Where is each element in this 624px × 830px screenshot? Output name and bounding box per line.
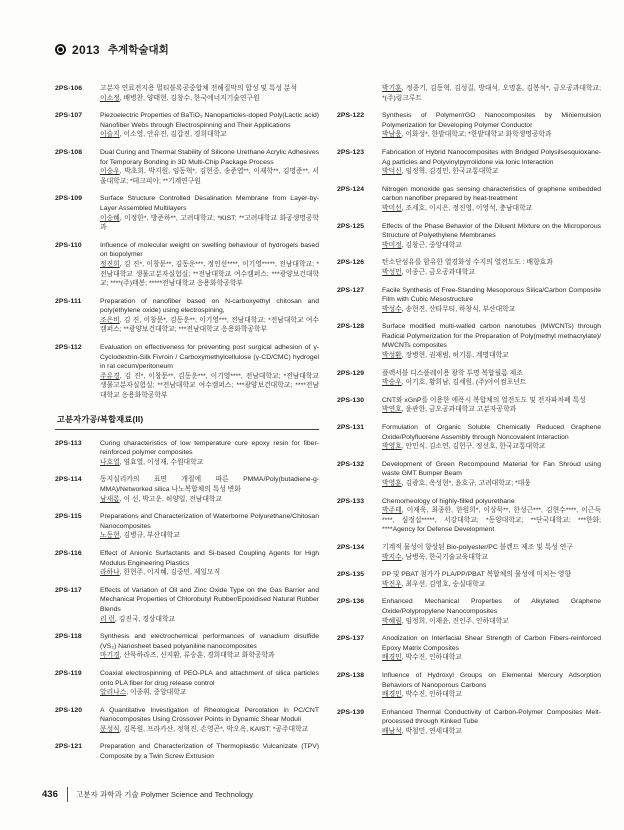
entry-title: Chemorheology of highly-filled polyurethane xyxy=(382,497,515,505)
abstract-entry xyxy=(337,148,601,177)
first-author: 배경민 xyxy=(382,691,402,699)
coauthors: , 박초희, 박지원, 임동혁*, 김현중, 송준엽**, 이재학**, 김명준**, 서울대학교; *테크피아; **기계연구원 xyxy=(100,168,319,185)
entry-code: 2PS-118 xyxy=(55,633,82,641)
entry-body xyxy=(100,512,319,541)
entry-title: Facile Synthesis of Free-Standing Mesoporous Silica/Carbon Composite Film with Cubic Mesostructure xyxy=(382,286,601,304)
entry-code: 2PS-115 xyxy=(55,513,82,521)
first-author: 박성민 xyxy=(382,268,402,276)
entry-code: 2PS-131 xyxy=(337,424,365,432)
abstract-entry xyxy=(55,194,319,232)
entry-title: Preparation of nanofiber based on N-carboxyethyl chitosan and poly(ethylene oxide) using electrospining, xyxy=(100,297,319,315)
coauthors: , 박수진, 인하대학교 xyxy=(401,654,462,662)
abstract-entry xyxy=(55,475,319,504)
entry-code: 2PS-119 xyxy=(55,669,82,677)
abstract-entry xyxy=(55,706,319,735)
first-author: 박성환 xyxy=(382,352,402,360)
entry-body xyxy=(100,241,319,289)
entry-code: 2PS-116 xyxy=(55,549,82,557)
entry-title: Fabrication of Hybrid Nanocomposites with Bridged Polysilsesquioxane-Ag particles and Polyvinylpyrrolidone via Ionic Interaction xyxy=(382,148,601,166)
entry-authors xyxy=(382,617,601,627)
coauthors: , 송현진, 산타무티, 하창식, 부산대학교 xyxy=(401,305,516,313)
first-author: 문성식 xyxy=(100,725,120,733)
abstract-entry xyxy=(55,439,319,468)
entry-title: Effects of Variation of Oil and Zinc Oxide Type on the Gas Barrier and Mechanical Properties of Chlorobutyl Rubber/Epoxidised Natural Rubber Blends xyxy=(100,586,319,613)
entry-title: Evaluation on effectiveness for preventing post surgical adhesion of γ-Cyclodextrin-Silk Fivroin / Carboxymethylcellulose (γ-CD/CMC) hydrogel in rat cecum/peritoneum xyxy=(100,344,319,371)
page-header xyxy=(55,42,169,57)
entry-authors xyxy=(382,268,601,278)
entry-code: 2PS-139 xyxy=(337,708,365,716)
entry-title: Surface Structure Controlled Desalination Membrane from Layer-by-Layer Assembled Multilayers xyxy=(100,195,319,212)
abstract-entry xyxy=(337,286,601,315)
abstract-entry xyxy=(55,669,319,698)
coauthors: , 윤관한, 금오공과대학교 고분자공학과 xyxy=(401,406,517,414)
first-author: 박영훈 xyxy=(382,480,402,487)
first-author: 주유경 xyxy=(100,372,120,380)
entry-authors xyxy=(100,531,319,541)
entry-body xyxy=(382,634,601,663)
entry-body xyxy=(100,297,319,335)
abstract-entry xyxy=(337,671,601,700)
coauthors: , 김병규, 부산대학교 xyxy=(119,532,180,540)
first-author: 조은비 xyxy=(100,316,120,324)
entry-authors xyxy=(382,580,601,590)
first-author: 노동현 xyxy=(100,532,120,540)
first-author: 박연호 xyxy=(382,406,402,414)
first-author: 이승우 xyxy=(100,168,120,176)
abstract-entry xyxy=(337,570,601,589)
coauthors: , 임정혁, 김경민, 한국교통대학교 xyxy=(401,168,499,176)
abstract-entry xyxy=(55,343,319,401)
entry-code: 2PS-120 xyxy=(55,706,83,714)
first-author: 정진희 xyxy=(100,260,120,268)
entry-body xyxy=(100,706,319,735)
entry-authors-continuation xyxy=(382,84,601,103)
entry-code: 2PS-126 xyxy=(337,259,365,267)
coauthors: , 김진국, 경상대학교 xyxy=(115,615,176,623)
coauthors: , 한현주, 이지혜, 김중민, 제일모직 xyxy=(119,569,221,577)
coauthors: , 이기호, 황희남, 김세원, (주)아이컴포넌트 xyxy=(401,379,527,387)
entry-title: 탄소단섬유를 함유한 열경화성 수지의 열전도도 : 배향효과 xyxy=(382,259,553,267)
entry-authors xyxy=(100,615,319,625)
entry-body xyxy=(100,742,319,761)
entry-authors xyxy=(100,214,319,233)
abstract-entry xyxy=(337,258,601,277)
abstract-entry xyxy=(337,396,601,415)
entry-authors xyxy=(382,653,601,663)
entry-code: 2PS-110 xyxy=(55,241,82,249)
first-author: 이승혜 xyxy=(100,214,120,222)
entry-body xyxy=(100,439,319,468)
entry-title: Piezoelectric Properties of BaTiO₃ Nanoparticles-doped Poly(Lactic acid) Nanofiber Webs through Electrospinning and Their Applications xyxy=(100,112,319,129)
entry-authors xyxy=(100,130,319,140)
coauthors: , 이 선, 박고운, 허양일, 전남대학교 xyxy=(119,495,223,503)
entry-title: PP 및 PBAT 첨가가 PLA/PP/PBAT 복합체의 물성에 미치는 영향 xyxy=(382,571,572,579)
first-author: 박지수 xyxy=(382,553,402,561)
coauthors: , 이정한*, 방준하**, 고려대학교; *KIST; **고려대학교 화공생명공학과 xyxy=(100,214,319,232)
entry-body xyxy=(100,475,319,504)
abstract-entry xyxy=(337,185,601,214)
entry-title: Nitrogen monoxide gas sensing characteristics of graphene embedded carbon nanofiber prepared by heat-treatment xyxy=(382,185,601,203)
entry-body xyxy=(382,570,601,589)
entry-title: Coaxial electrospinning of PEO-PLA and attachment of silica particles onto PLA fiber for drug release control xyxy=(100,669,319,687)
entry-authors xyxy=(382,553,601,563)
abstract-entry xyxy=(337,369,601,388)
entry-body xyxy=(382,258,601,277)
coauthors: , 안민식, 김소연, 김헌구, 정선호, 한국교통대학교 xyxy=(401,443,546,451)
conference-year: 2013 xyxy=(72,42,100,57)
coauthors: , 이종근, 금오공과대학교 xyxy=(401,268,475,276)
entry-authors xyxy=(100,372,319,401)
entry-authors xyxy=(382,727,601,737)
entry-authors xyxy=(382,479,601,489)
entry-code: 2PS-113 xyxy=(55,439,82,447)
first-author: 나호열 xyxy=(100,458,120,466)
abstract-entry xyxy=(55,241,319,289)
entry-body xyxy=(382,460,601,489)
coauthors: , 이소영, 안유진, 김갑진, 경희대학교 xyxy=(119,131,227,139)
abstract-entry xyxy=(337,497,601,535)
entry-authors xyxy=(382,442,601,452)
entry-body xyxy=(382,423,601,452)
first-author: 마기경 xyxy=(100,652,120,660)
entry-title: Effects of the Phase Behavior of the Diluent Mixture on the Microporous Structure of Polyethylene Membranes xyxy=(382,222,601,240)
entry-code: 2PS-128 xyxy=(337,323,365,331)
abstract-entry xyxy=(55,512,319,541)
coauthors: , 박철민, 연세대학교 xyxy=(401,727,462,735)
entry-authors xyxy=(100,495,319,505)
abstract-entry xyxy=(337,634,601,663)
abstract-entry xyxy=(55,549,319,578)
first-author: 이소정 xyxy=(100,94,120,102)
entry-title: Surface modified multi-walled carbon nanotubes (MWCNTs) through Radical Polymerization for the Preparation of Poly(methyl methacrylate)/ MWCNTs composites xyxy=(382,323,601,350)
entry-body xyxy=(382,222,601,251)
abstract-entry xyxy=(337,322,601,360)
abstract-entry xyxy=(337,708,601,737)
entry-authors xyxy=(382,167,601,177)
abstract-entry xyxy=(55,742,319,761)
page-footer xyxy=(42,787,253,802)
entry-code: 2PS-136 xyxy=(337,598,365,606)
entry-code: 2PS-123 xyxy=(337,148,365,156)
first-author: 알리나스 xyxy=(100,689,127,697)
first-author: 박덕신 xyxy=(382,168,402,176)
entry-authors xyxy=(100,568,319,578)
abstract-entry xyxy=(55,297,319,335)
abstract-entry xyxy=(337,222,601,251)
entry-title: 기계적 물성이 향상된 Bio-polyester/PC 블렌드 제조 및 특성 연구 xyxy=(382,543,573,551)
entry-authors xyxy=(100,94,319,104)
entry-authors xyxy=(100,651,319,661)
entry-authors xyxy=(100,167,319,186)
entry-title: 플렉서블 디스플레이용 광학 투명 복합필름 제조 xyxy=(382,369,523,377)
coauthors: , 배병찬, 양태현, 김창수, 한국에너지기술연구원 xyxy=(119,94,260,102)
conference-title: 추계학술대회 xyxy=(107,44,169,56)
first-author: 박미선 xyxy=(382,204,402,212)
entry-body xyxy=(382,671,601,700)
entry-body xyxy=(100,343,319,401)
entry-code: 2PS-130 xyxy=(337,396,365,404)
entry-body xyxy=(100,549,319,578)
entry-body xyxy=(100,148,319,186)
entry-code: 2PS-133 xyxy=(337,497,365,505)
entry-body xyxy=(382,708,601,737)
entry-body xyxy=(100,632,319,661)
entry-authors xyxy=(382,378,601,388)
entry-code: 2PS-117 xyxy=(55,586,82,594)
first-author: 리 런 xyxy=(100,615,116,623)
entry-code: 2PS-112 xyxy=(55,344,82,352)
entry-authors xyxy=(382,305,601,315)
coauthors: , 정종기, 김동혁, 김성길, 방대석, 오명훈, 김봉석*, 금오공과대학교; *(주)링크루트 xyxy=(382,85,601,102)
entry-code: 2PS-125 xyxy=(337,222,365,230)
coauthors: , 이재욱, 최종한, 한원희*, 이상묵**, 한성근***, 김현수****, 이근득****, 심정섭*****, 서강대학교; *동양대학교; **단국대학교; ***한화; ****Agency for Defense Development xyxy=(382,507,601,534)
coauthors: , 산묵하라즈, 신지환, 류승훈, 경희대학교 화학공학과 xyxy=(119,652,275,660)
entry-body xyxy=(100,111,319,140)
first-author: 박영호 xyxy=(382,443,402,451)
abstract-entry xyxy=(55,111,319,140)
abstract-entry xyxy=(337,597,601,626)
first-author: 이슬지 xyxy=(100,131,120,139)
entry-body xyxy=(382,148,601,177)
entry-title: A Quantitative Investigation of Rheological Percolation in PC/CNT Nanocomposites Using Crossover Points in Dynamic Shear Moduli xyxy=(100,706,319,724)
entry-code: 2PS-124 xyxy=(337,185,365,193)
entry-title: Enhanced Mechanical Properties of Alkylated Graphene Oxide/Polypropylene Nanocomposites xyxy=(382,598,601,615)
coauthors: , 김광호, 옥성현*, 윤호규, 고려대학교; *대웅 xyxy=(401,480,531,487)
coauthors: , 김목원, 프라카산, 정혁진, 손영곤*, 박오옥, KAIST; *공주대학교 xyxy=(119,725,309,733)
entry-title: 고분자 연료전지용 멀티블록공중합체 전해질막의 합성 및 특성 분석 xyxy=(100,85,298,92)
entry-authors xyxy=(382,690,601,700)
entry-code: 2PS-121 xyxy=(55,743,83,751)
conference-logo-icon xyxy=(55,44,66,55)
entry-title: Influence of Hydroxyl Groups on Elemental Mercury Adsorption Behaviors of Nanoporous Carbons xyxy=(382,671,601,689)
coauthors: , 이종휘, 중앙대학교 xyxy=(126,689,187,697)
entry-code: 2PS-138 xyxy=(337,671,365,679)
entry-body xyxy=(382,185,601,214)
entry-body xyxy=(100,586,319,624)
entry-title: CNT와 xGnP를 이용한 에폭시 복합체의 열전도도 및 전자파차폐 특성 xyxy=(382,396,586,404)
entry-code: 2PS-106 xyxy=(55,85,83,92)
entry-title: Curing characteristics of low temperature cure epoxy resin for fiber-reinforced polymer composites xyxy=(100,439,319,457)
coauthors: , 최우선, 김영호, 숭실대학교 xyxy=(401,580,486,588)
coauthors: , 김창근, 중앙대학교 xyxy=(401,241,462,249)
coauthors: , 장병현, 권재범, 허기룡, 계명대학교 xyxy=(401,352,509,360)
right-column xyxy=(337,84,601,770)
entry-code: 2PS-109 xyxy=(55,195,83,203)
entry-title: Synthesis and electrochemical performances of vanadium disulfide (VS₂) Nanosheet based polyaniline nanocomposites xyxy=(100,633,319,650)
footer-divider xyxy=(67,787,68,802)
entry-body xyxy=(382,543,601,562)
entry-title: Synthesis of Polymer/rGO Nanocomposites by Miniemulsion Polymerization for Developing Polymer Conductor xyxy=(382,112,601,129)
first-author: 박승우 xyxy=(382,379,402,387)
entry-body xyxy=(100,194,319,232)
entry-title: Influence of molecular weight on swelling behaviour of hydrogels based on biopolymer xyxy=(100,241,319,259)
entry-authors xyxy=(382,351,601,361)
program-content xyxy=(55,84,601,770)
entry-code: 2PS-108 xyxy=(55,148,83,156)
first-author: 박혜림 xyxy=(382,617,402,625)
entry-authors xyxy=(382,130,601,140)
entry-body xyxy=(382,597,601,626)
entry-code: 2PS-111 xyxy=(55,297,82,305)
entry-authors xyxy=(382,506,601,535)
entry-body xyxy=(100,669,319,698)
first-author: 남새롬 xyxy=(100,495,120,503)
entry-authors xyxy=(382,204,601,214)
entry-code: 2PS-107 xyxy=(55,112,83,120)
first-author: 박기훈 xyxy=(382,85,402,92)
entry-code: 2PS-132 xyxy=(337,460,365,468)
entry-authors xyxy=(382,241,601,251)
entry-body xyxy=(382,111,601,140)
coauthors: , 김 진*, 이창문**, 김동운***, 정인선****, 이기영*****, 전남대학교; *전남대학교 생물고분자실험실; **전남대학교 여수캠퍼스; ***광양보건대학교; ****(주)태봉; *****전남대학교 응용화학공학부 xyxy=(100,260,319,288)
entry-title: Anodization on Interfacial Shear Strength of Carbon Fibers-reinforced Epoxy Matrix Composites xyxy=(382,635,601,652)
entry-title: Effect of Anionic Surfactants and Si-based Coupling Agents for High Modulus Engineering Plastics xyxy=(100,549,319,567)
entry-body xyxy=(382,322,601,360)
first-author: 박주태 xyxy=(382,507,402,515)
abstract-entry xyxy=(55,586,319,624)
entry-authors xyxy=(100,260,319,289)
page-number: 436 xyxy=(42,789,58,800)
coauthors: , 이화성*, 한밭대학교; *한밭대학교 화학생명공학과 xyxy=(401,131,552,139)
entry-body xyxy=(382,286,601,315)
first-author: 라하나 xyxy=(100,569,120,577)
journal-title: 고분자 과학과 기술 Polymer Science and Technology xyxy=(75,790,254,799)
coauthors: , 남병욱, 한국기술교육대학교 xyxy=(401,553,489,561)
entry-authors xyxy=(100,458,319,468)
first-author: 박남웅 xyxy=(382,131,402,139)
abstract-entry xyxy=(337,111,601,140)
abstract-entry xyxy=(337,423,601,452)
coauthors: , 박수진, 인하대학교 xyxy=(401,691,462,699)
entry-body xyxy=(382,369,601,388)
entry-body xyxy=(382,497,601,535)
coauthors: , 임정희, 이재윤, 진인주, 인하대학교 xyxy=(401,617,509,625)
entry-title: Development of Green Recompound Material for Fan Shroud using waste GMT Bumper Beam xyxy=(382,460,601,478)
entry-code: 2PS-122 xyxy=(337,112,365,120)
coauthors: , 김 진, 이창문*, 김동운**, 이기영***, 전남대학교; *전남대학교 여수캠퍼스; **광양보건대학교; ***전남대학교 응용화학공학부 xyxy=(100,316,319,334)
coauthors: , 김 진*, 이창문**, 김동운***, 이기영****, 전남대학교; *전남대학교 생물고분자실험실; **전남대학교 여수캠퍼스; ***광양보건대학교; ****전남대학교 응용화학공학부 xyxy=(100,372,319,400)
entry-title: Dual Curing and Thermal Stability of Silicone Urethane Acrylic Adhesives for Temporary Bonding in 3D Multi-Chip Package Process xyxy=(100,148,319,166)
entry-code: 2PS-129 xyxy=(337,369,365,377)
entry-authors xyxy=(382,405,601,415)
coauthors: , 염효열, 이성재, 수원대학교 xyxy=(119,458,204,466)
entry-authors xyxy=(100,688,319,698)
abstract-entry xyxy=(55,84,319,103)
entry-body xyxy=(382,396,601,415)
first-author: 배경민 xyxy=(382,654,402,662)
left-column xyxy=(55,84,319,770)
abstract-entry xyxy=(337,460,601,489)
abstract-entry xyxy=(55,148,319,186)
entry-title: 동지실리카의 표면 개질에 따른 PMMA/Poly(butadiene-g-MMA)/Networked silica 나노복합체의 특성 변화 xyxy=(100,476,319,493)
entry-code: 2PS-127 xyxy=(337,286,365,294)
first-author: 박미정 xyxy=(382,241,402,249)
first-author: 배남석 xyxy=(382,727,402,735)
entry-code: 2PS-135 xyxy=(337,571,365,579)
entry-code: 2PS-134 xyxy=(337,543,365,551)
entry-code: 2PS-137 xyxy=(337,635,365,643)
entry-body xyxy=(100,84,319,103)
entry-title: Formulation of Organic Soluble Chemically Reduced Graphene Oxide/Polyfluorene Assembly through Noncovalent Interaction xyxy=(382,424,601,441)
first-author: 박성수 xyxy=(382,305,402,313)
entry-title: Preparation and Characterization of Thermoplastic Vulcanizate (TPV) Composite by a Twin Screw Extrusion xyxy=(100,743,319,761)
coauthors: , 조세호, 이시은, 정진영, 이영석, 충남대학교 xyxy=(401,204,533,212)
first-author: 박진우 xyxy=(382,580,402,588)
abstract-entry xyxy=(337,543,601,562)
entry-title: Preparations and Characterization of Waterborne Polyurethane/Chitosan Nanocomposites xyxy=(100,513,319,530)
section-heading: 고분자가공/복합재료(II) xyxy=(55,414,319,430)
entry-authors xyxy=(100,725,319,735)
entry-code: 2PS-114 xyxy=(55,476,82,484)
abstract-entry xyxy=(55,632,319,661)
entry-title: Enhanced Thermal Conductivity of Carbon-Polymer Composites Melt-processed through Kinked Tube xyxy=(382,708,601,726)
entry-authors xyxy=(100,316,319,335)
